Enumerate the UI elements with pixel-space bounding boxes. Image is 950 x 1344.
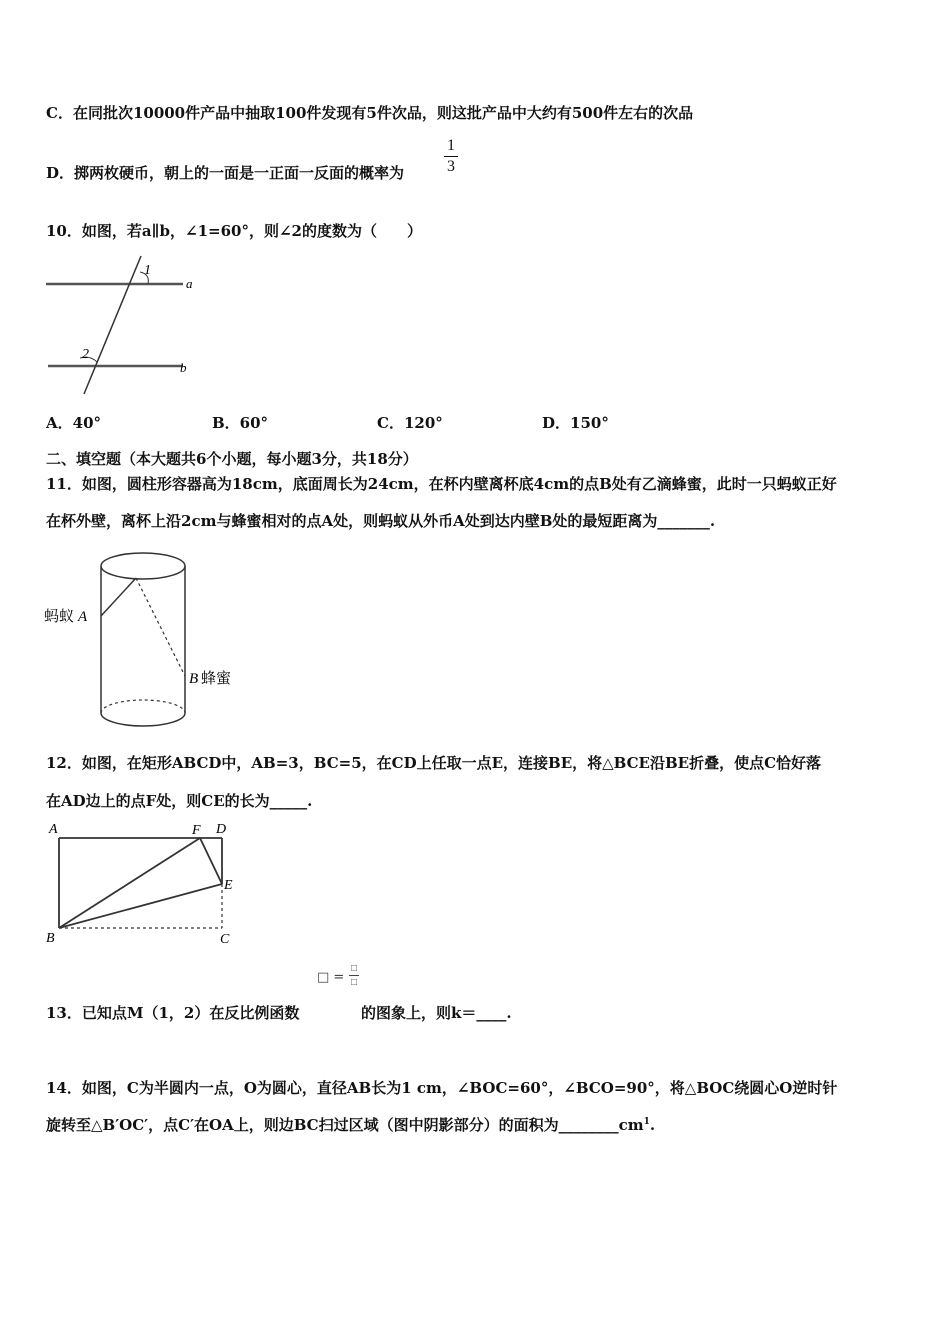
point-a-label: A — [78, 609, 88, 625]
q13-text-part-1: 13．已知点M（1，2）在反比例函数 — [46, 1004, 300, 1022]
section-2-title: 二、填空题（本大题共6个小题，每小题3分，共18分） — [46, 450, 418, 468]
point-d-label: D — [216, 822, 227, 837]
cylinder-bottom-back — [101, 700, 185, 713]
transversal-line — [84, 256, 141, 394]
q10-stem: 10．如图，若a∥b，∠1=60°，则∠2的度数为（ ） — [46, 222, 422, 240]
fraction-numerator: 1 — [447, 137, 455, 154]
q13-text-part-2: 的图象上，则k＝____. — [361, 1004, 512, 1022]
q14-line-2-end: . — [649, 1116, 656, 1134]
point-b-label: B — [46, 931, 55, 946]
fraction-denominator: 3 — [447, 158, 455, 175]
point-c-label: C — [220, 932, 230, 947]
point-b-label: B — [189, 671, 199, 687]
q13-formula-lhs: □ = — [317, 970, 345, 985]
formula-numerator: □ — [350, 963, 358, 974]
path-rim-to-honey — [136, 578, 185, 676]
q10-option-a: A．40° — [46, 414, 102, 432]
q14-line-2 — [46, 1114, 655, 1135]
angle-2-label: 2 — [82, 347, 89, 362]
segment-bf — [59, 838, 200, 928]
ant-label: 蚂蚁 — [44, 607, 75, 625]
segment-fe — [200, 838, 222, 884]
formula-denominator: □ — [350, 977, 358, 988]
q13-formula-fraction — [349, 963, 359, 988]
q12-rectangle-figure — [44, 818, 254, 948]
q9-fraction — [444, 137, 458, 176]
segment-be — [59, 884, 222, 928]
fraction-bar — [444, 156, 458, 157]
q10-parallel-lines-figure — [40, 252, 210, 402]
honey-label: 蜂蜜 — [201, 669, 232, 687]
point-f-label: F — [192, 823, 201, 838]
q11-cylinder-figure — [44, 548, 254, 738]
path-ant-to-rim — [101, 578, 136, 616]
q11-line-2: 在杯外壁，离杯上沿2cm与蜂蜜相对的点A处，则蚂蚁从外币A处到达内壁B处的最短距离为_______. — [46, 512, 716, 530]
q9-option-d: D．掷两枚硬币，朝上的一面是一正面一反面的概率为 — [46, 164, 405, 182]
cylinder-top-ellipse — [101, 553, 185, 579]
q14-line-1: 14．如图，C为半圆内一点，O为圆心，直径AB长为1 cm，∠BOC=60°，∠BCO=90°，将△BOC绕圆心O逆时针 — [46, 1079, 838, 1097]
q12-line-2: 在AD边上的点F处，则CE的长为_____. — [46, 792, 313, 810]
q14-unit-superscript: 1 — [643, 1117, 650, 1127]
formula-bar — [349, 975, 359, 976]
point-e-label: E — [224, 878, 233, 893]
q10-option-d: D．150° — [542, 414, 609, 432]
line-a-label: a — [186, 276, 193, 291]
line-b-label: b — [180, 360, 187, 375]
cylinder-bottom-front — [101, 713, 185, 726]
q10-option-b: B．60° — [212, 414, 269, 432]
q14-line-2-text: 旋转至△B′OC′，点C′在OA上，则边BC扫过区域（图中阴影部分）的面积为________cm — [46, 1116, 644, 1134]
q12-line-1: 12．如图，在矩形ABCD中，AB=3，BC=5，在CD上任取一点E，连接BE，将△BCE沿BE折叠，使点C恰好落 — [46, 754, 822, 772]
q11-line-1: 11．如图，圆柱形容器高为18cm，底面周长为24cm，在杯内壁离杯底4cm的点B处有乙滴蜂蜜，此时一只蚂蚁正好 — [46, 475, 837, 493]
point-a-label: A — [49, 822, 58, 837]
q10-option-c: C．120° — [377, 414, 443, 432]
angle-1-label: 1 — [144, 263, 151, 278]
q9-option-c: C．在同批次10000件产品中抽取100件发现有5件次品，则这批产品中大约有500件左右的次品 — [46, 104, 694, 122]
